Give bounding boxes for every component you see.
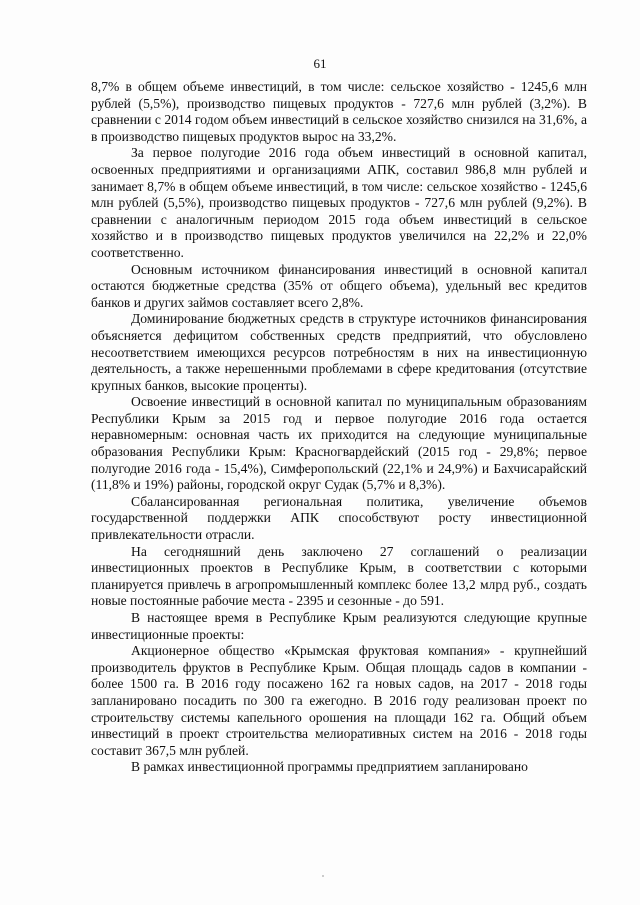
paragraph-regional-policy: Сбалансированная региональная политика, увеличение объемов государственной поддержки АПК способствуют росту инвестиционной привлекательности отрасли.	[91, 493, 587, 543]
paragraph-investment-program: В рамках инвестиционной программы предприятием запланировано	[131, 759, 528, 775]
paragraph-budget-dominance: Доминирование бюджетных средств в структуре источников финансирования объясняется дефицитом собственных средств предприятий, что обусловлено несоответствием имеющихся ресурсов потребностям в них на инвестиционную деятельность, а также нерешенными проблемами в сфере кредитования (отсутствие крупных банков, высокие проценты).	[91, 311, 587, 393]
paragraph-major-projects-intro: В настоящее время в Республике Крым реализуются следующие крупные инвестиционные проекты:	[91, 610, 587, 642]
paragraph-crimean-fruit-company: Акционерное общество «Крымская фруктовая компания» - крупнейший производитель фруктов в Республике Крым. Общая площадь садов в компании - более 1500 га. В 2016 году посажено 162 га новых садов, на 2017 - 2018 годы запланировано посадить по 300 га ежегодно. В 2016 году реализован проект по строительству системы капельного орошения на площади 162 га. Общий объем инвестиций в проект строительства мелиоративных систем на 2016 - 2018 годы составит 367,5 млн рублей.	[91, 643, 587, 758]
paragraph-first-half-2016: За первое полугодие 2016 года объем инвестиций в основной капитал, освоенных предприятиями и организациями АПК, составил 986,8 млн рублей и занимает 8,7% в общем объеме инвестиций, в том числе: сельское хозяйство - 1245,6 млн рублей (5,5%), производство пищевых продуктов - 727,6 млн рублей (9,2%). В сравнении с аналогичным периодом 2015 года объем инвестиций в сельское хозяйство и в производство пищевых продуктов увеличился на 22,2% и 22,0% соответственно.	[91, 145, 587, 260]
paragraph-agreements: На сегодняшний день заключено 27 соглашений о реализации инвестиционных проектов в Республике Крым, в соответствии с которыми планируется привлечь в агропромышленный комплекс более 13,2 млрд руб., создать новые постоянные рабочие места - 2395 и сезонные - до 591.	[91, 543, 587, 609]
paragraph-investment-2015: 8,7% в общем объеме инвестиций, в том числе: сельское хозяйство - 1245,6 млн рублей (5,5%), производство пищевых продуктов - 727,6 млн рублей (3,2%). В сравнении с 2014 годом объем инвестиций в сельское хозяйство снизился на 31,6%, а в производство пищевых продуктов вырос на 33,2%.	[91, 79, 587, 144]
document-body	[91, 79, 587, 776]
paragraph-funding-sources: Основным источником финансирования инвестиций в основной капитал остаются бюджетные средства (35% от общего объема), удельный вес кредитов банков и других займов составляет всего 2,8%.	[91, 261, 587, 310]
page-number: 61	[313, 56, 327, 71]
scan-speck	[322, 875, 324, 877]
paragraph-municipal-distribution: Освоение инвестиций в основной капитал по муниципальным образованиям Республики Крым за 2015 год и первое полугодие 2016 года остается неравномерным: основная часть их приходится на следующие муниципальные образования Республики Крым: Красногвардейский (2015 год - 29,8%; первое полугодие 2016 года - 15,4%), Симферопольский (22,1% и 24,9%) и Бахчисарайский (11,8% и 19%) районы, городской округ Судак (5,7% и 8,3%).	[91, 394, 587, 493]
